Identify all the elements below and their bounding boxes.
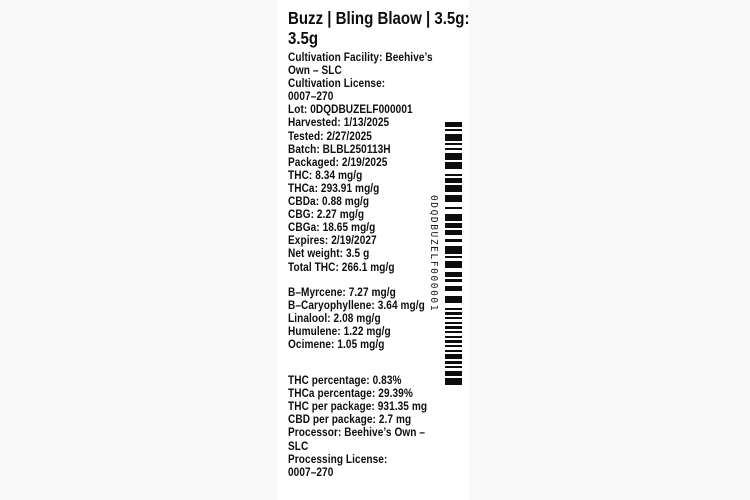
summary-line: Processing License: xyxy=(288,452,388,466)
product-title-line: 3.5g xyxy=(288,28,319,48)
info-line: CBG: 2.27 mg/g xyxy=(288,208,365,222)
barcode-bar xyxy=(445,246,462,253)
info-line: Harvested: 1/13/2025 xyxy=(288,116,390,130)
terpene-line: Humulene: 1.22 mg/g xyxy=(288,324,391,338)
info-line: Lot: 0DQDBUZELF000001 xyxy=(288,103,413,117)
terpene-line: Linalool: 2.08 mg/g xyxy=(288,311,381,325)
product-title-line: Buzz | Bling Blaow | 3.5g: xyxy=(288,8,470,28)
potency-summary-section xyxy=(288,374,463,479)
barcode-bar xyxy=(445,162,462,169)
info-line: THCa: 293.91 mg/g xyxy=(288,181,380,195)
summary-line: Processor: Beehive’s Own – xyxy=(288,426,426,440)
info-line: CBDa: 0.88 mg/g xyxy=(288,195,370,209)
info-line: Tested: 2/27/2025 xyxy=(288,129,372,143)
product-title xyxy=(288,8,470,48)
barcode-bar xyxy=(445,296,462,303)
barcode-bar xyxy=(445,378,462,385)
barcode-bar xyxy=(445,185,462,192)
info-line: CBGa: 18.65 mg/g xyxy=(288,221,376,235)
summary-line: SLC xyxy=(288,439,309,453)
barcode-bar xyxy=(445,261,462,268)
summary-line: THC percentage: 0.83% xyxy=(288,374,402,388)
summary-line: CBD per package: 2.7 mg xyxy=(288,413,412,427)
barcode-bar xyxy=(445,153,462,160)
info-line: Cultivation License: xyxy=(288,77,386,91)
barcode-bar xyxy=(445,195,462,202)
barcode xyxy=(445,122,462,385)
info-line: Expires: 2/19/2027 xyxy=(288,234,377,248)
info-line: 0007–270 xyxy=(288,90,334,104)
terpene-line: B–Caryophyllene: 3.64 mg/g xyxy=(288,298,425,312)
terpene-line: B–Myrcene: 7.27 mg/g xyxy=(288,285,396,299)
barcode-bar xyxy=(445,214,462,221)
barcode-text: 0DQDBUZELF000001 xyxy=(428,194,440,313)
info-line: Batch: BLBL250113H xyxy=(288,142,391,156)
info-line: Total THC: 266.1 mg/g xyxy=(288,260,395,274)
summary-line: THCa percentage: 29.39% xyxy=(288,387,413,401)
info-line: Net weight: 3.5 g xyxy=(288,247,370,261)
summary-line: 0007–270 xyxy=(288,465,334,479)
info-line: THC: 8.34 mg/g xyxy=(288,168,363,182)
info-line: Cultivation Facility: Beehive’s xyxy=(288,51,433,64)
info-line: Own – SLC xyxy=(288,64,342,78)
product-label xyxy=(278,0,469,500)
terpene-line: Ocimene: 1.05 mg/g xyxy=(288,337,385,351)
info-line: Packaged: 2/19/2025 xyxy=(288,155,388,169)
summary-line: THC per package: 931.35 mg xyxy=(288,400,428,414)
barcode-bar xyxy=(445,134,462,141)
